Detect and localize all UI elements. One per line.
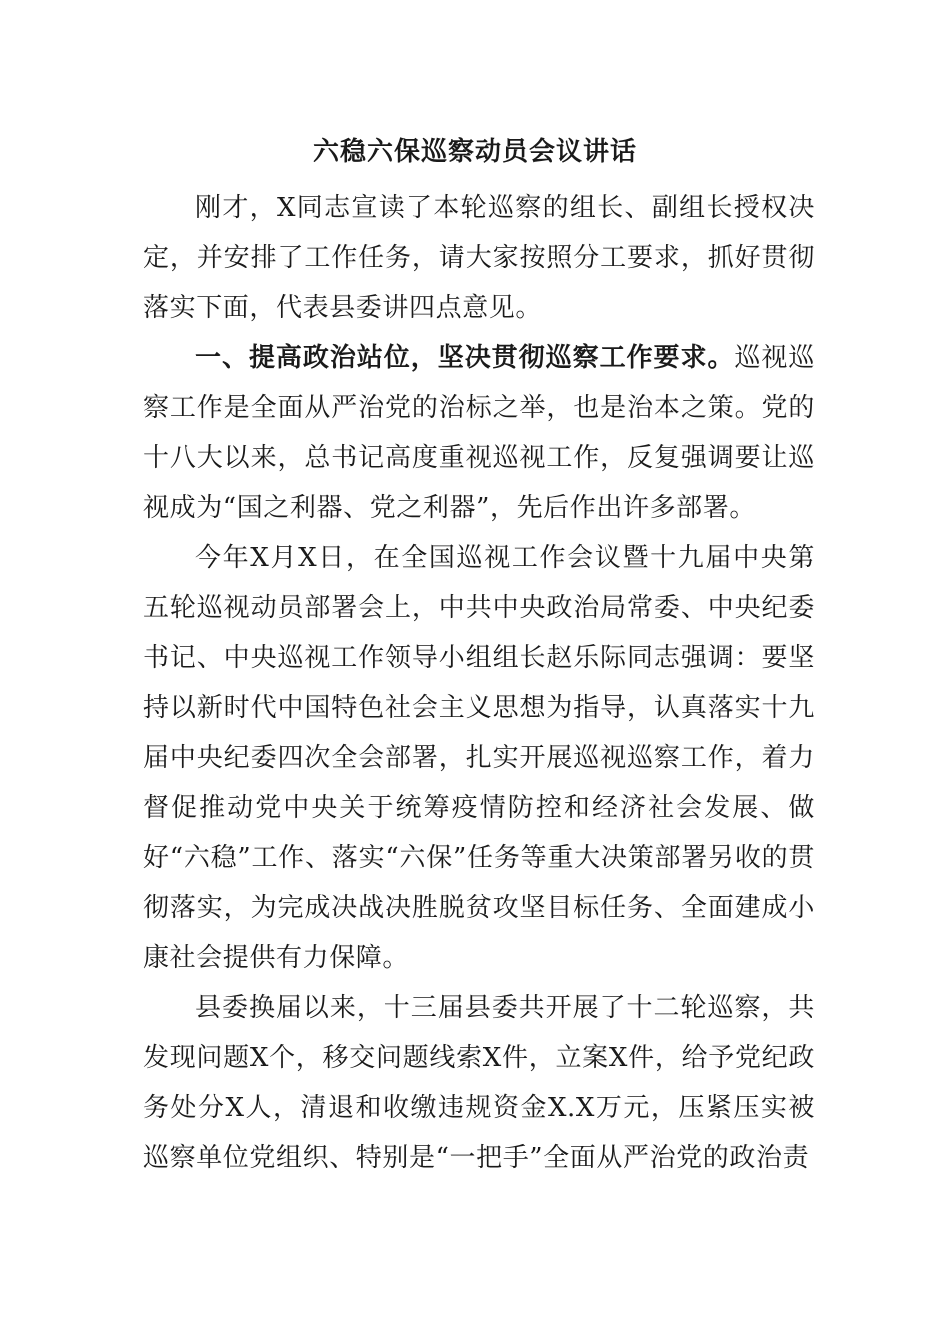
paragraph-text: 刚才，X同志宣读了本轮巡察的组长、副组长授权决定，并安排了工作任务，请大家按照分工要求，抓好贯彻落实下面，代表县委讲四点意见。 <box>143 193 815 323</box>
paragraph-central-meeting <box>143 533 815 983</box>
paragraph-county-results <box>143 983 815 1183</box>
paragraph-opening <box>143 183 815 333</box>
paragraph-text: 巡视巡察工作是全面从严治党的治标之举，也是治本之策。党的十八大以来，总书记高度重视巡视工作，反复强调要让巡视成为“国之利器、党之利器”，先后作出许多部署。 <box>143 343 815 523</box>
paragraph-text: 今年X月X日，在全国巡视工作会议暨十九届中央第五轮巡视动员部署会上，中共中央政治局常委、中央纪委书记、中央巡视工作领导小组组长赵乐际同志强调：要坚持以新时代中国特色社会主义思想为指导，认真落实十九届中央纪委四次全会部署，扎实开展巡视巡察工作，着力督促推动党中央关于统筹疫情防控和经济社会发展、做好“六稳”工作、落实“六保”任务等重大决策部署另收的贯彻落实，为完成决战决胜脱贫攻坚目标任务、全面建成小康社会提供有力保障。 <box>143 543 815 973</box>
paragraph-text: 县委换届以来，十三届县委共开展了十二轮巡察，共发现问题X个，移交问题线索X件，立案X件，给予党纪政务处分X人，清退和收缴违规资金X.X万元，压紧压实被巡察单位党组织、特别是“一把手”全面从严治党的政治责 <box>143 993 815 1173</box>
document-body <box>143 183 815 1183</box>
document-title: 六稳六保巡察动员会议讲话 <box>312 137 637 167</box>
section-heading: 一、提高政治站位，坚决贯彻巡察工作要求。 <box>195 343 735 373</box>
paragraph-section-one <box>143 333 815 533</box>
